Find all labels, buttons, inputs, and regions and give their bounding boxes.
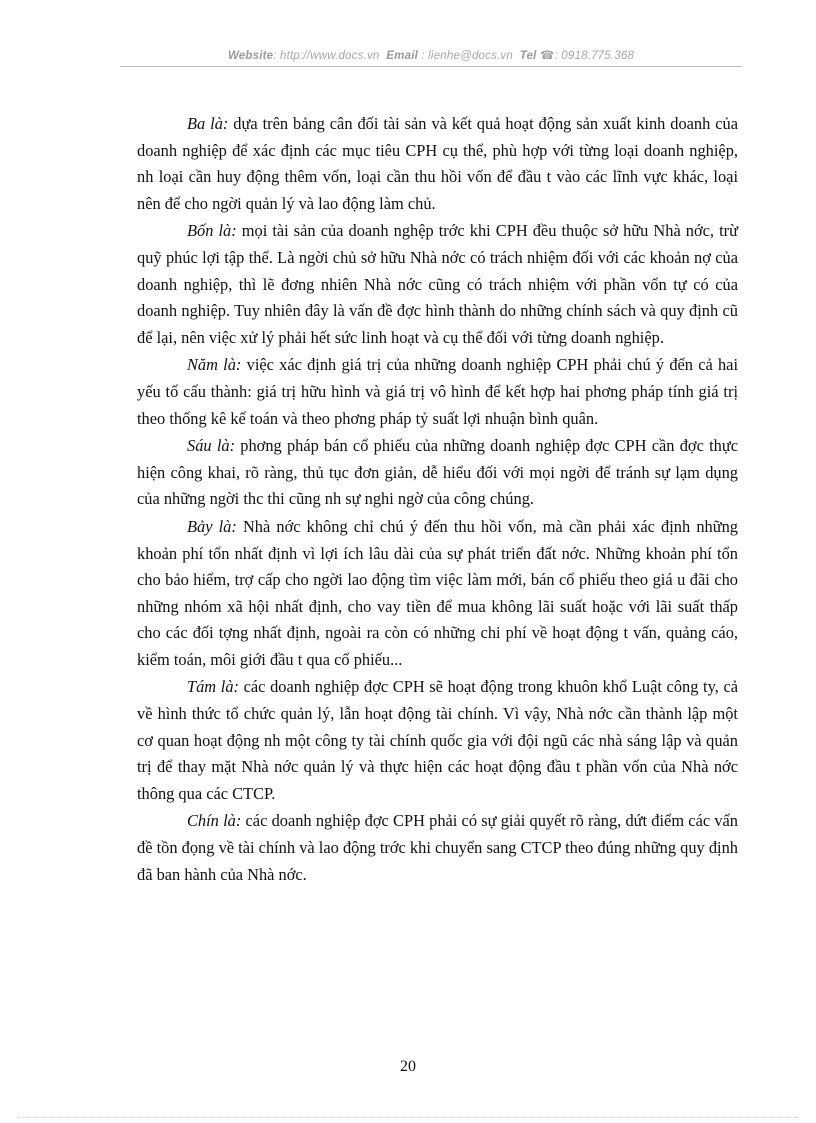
page-header — [120, 48, 742, 62]
paragraph-tam-la — [137, 674, 738, 807]
paragraph-bay-la — [137, 514, 738, 674]
paragraph-lead: Chín là: — [187, 811, 242, 831]
paragraph-lead: Ba là: — [187, 114, 229, 133]
tel-value: : 0918.775.368 — [554, 50, 635, 62]
page-number: 20 — [400, 1058, 416, 1075]
phone-icon: ☎ — [539, 50, 555, 62]
paragraph-lead: Năm là: — [187, 355, 242, 375]
website-value: : http://www.docs.vn — [273, 50, 380, 62]
paragraph-text: các doanh nghiệp đợc CPH sẽ hoạt động trong khuôn khổ Luật công ty, cả về hình thức tổ chức quản lý, lẫn hoạt động tài chính. Vì vậy, Nhà nớc cần thành lập một cơ quan hoạt động nh một công ty tài chính quốc gia với đội ngũ các nhà sáng lập và quản trị để thay mặt Nhà nớc quản lý và thực hiện các hoạt động đầu t phần vốn của Nhà nớc thông qua các CTCP. — [137, 677, 739, 803]
paragraph-lead: Sáu là: — [187, 436, 236, 456]
paragraph-text: mọi tài sản của doanh nghệp trớc khi CPH đều thuộc sở hữu Nhà nớc, trừ quỹ phúc lợi tập thể. Là ngời chủ sở hữu Nhà nớc có trách nhiệm đối với các khoản nợ của doanh nghiệp, thì lẽ đơng nhiên Nhà nớc cũng có trách nhiệm với phần vốn tự có của doanh nghiệp. Tuy nhiên đây là vấn đề đợc hình thành do những chính sách và quy định cũ để lại, nên việc xử lý phải hết sức linh hoạt và cụ thể đối với từng doanh nghiệp. — [137, 221, 738, 347]
document-body — [137, 111, 738, 889]
paragraph-text: dựa trên bảng cân đối tài sản và kết quả hoạt động sản xuất kinh doanh của doanh nghiệp để xác định các mục tiêu CPH cụ thể, phù hợp với từng loại doanh nghiệp, nh loại cần huy động thêm vốn, loại cần thu hồi vốn để đầu t vào các lĩnh vực khác, loại nên để cho ngời quản lý và lao động làm chủ. — [137, 114, 739, 213]
paragraph-ba-la — [137, 111, 738, 217]
paragraph-text: Nhà nớc không chỉ chú ý đến thu hồi vốn, mà cần phải xác định những khoản phí tổn nhất định vì lợi ích lâu dài của sự phát triển đất nớc. Những khoản phí tổn cho bảo hiểm, trợ cấp cho ngời lao động tìm việc làm mới, bán cổ phiếu theo giá u đãi cho những nhóm xã hội nhất định, cho vay tiền để mua không lãi suất hoặc với lãi suất thấp cho các đối tợng nhất định, ngoài ra còn có những chi phí về hoạt động t vấn, quảng cáo, kiểm toán, môi giới đầu t qua cổ phiếu... — [137, 516, 738, 669]
paragraph-text: việc xác định giá trị của những doanh nghiệp CPH phải chú ý đến cả hai yếu tố cấu thành: giá trị hữu hình và giá trị vô hình để kết hợp hai phơng pháp tính giá trị theo thống kê kế toán và theo phơng pháp tỷ suất lợi nhuận bình quân. — [137, 355, 738, 428]
email-label: Email — [386, 50, 418, 62]
header-rule — [120, 66, 742, 67]
paragraph-sau-la — [137, 433, 738, 513]
paragraph-text: phơng pháp bán cổ phiếu của những doanh nghiệp đợc CPH cần đợc thực hiện công khai, rõ ràng, thủ tục đơn giản, dễ hiểu đối với mọi ngời để tránh sự lạm dụng của những ngời thc thi cũng nh sự nghi ngờ của công chúng. — [137, 436, 738, 509]
paragraph-text: các doanh nghiệp đợc CPH phải có sự giải quyết rõ ràng, dứt điểm các vấn đề tồn đọng về tài chính và lao động trớc khi chuyển sang CTCP theo đúng những quy định đã ban hành của Nhà nớc. — [137, 811, 739, 884]
paragraph-bon-la — [137, 218, 738, 351]
paragraph-lead: Bảy là: — [187, 516, 237, 536]
website-label: Website — [227, 50, 274, 62]
paragraph-chin-la — [137, 808, 738, 888]
tel-label: Tel — [519, 50, 537, 62]
footer-rule — [18, 1117, 798, 1118]
paragraph-lead: Bốn là: — [187, 221, 237, 241]
paragraph-lead: Tám là: — [187, 677, 239, 697]
email-value: : lienhe@docs.vn — [421, 50, 513, 62]
paragraph-nam-la — [137, 352, 738, 432]
